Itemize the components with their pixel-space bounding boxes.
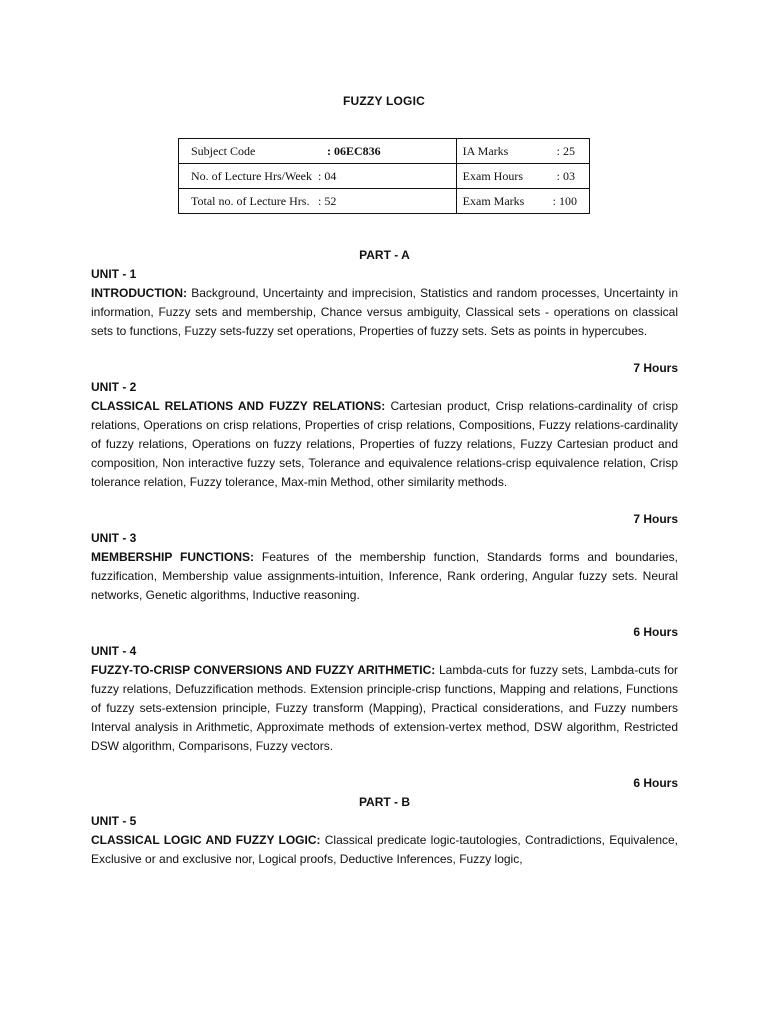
unit-5-heading: CLASSICAL LOGIC AND FUZZY LOGIC: — [91, 833, 321, 847]
unit-4-heading: FUZZY-TO-CRISP CONVERSIONS AND FUZZY ARITHMETIC: — [91, 663, 436, 677]
unit-4-hours: 6 Hours — [633, 776, 678, 790]
subject-info-table — [178, 138, 590, 214]
unit-4-description — [91, 661, 678, 756]
unit-1-text: Background, Uncertainty and imprecision, Statistics and random processes, Uncertainty in information, Fuzzy sets and membership, Chance versus ambiguity, Classical sets - operations on classical sets to functions, Fuzzy sets-fuzzy set operations, Properties of fuzzy sets. Sets as points in hypercubes. — [91, 286, 678, 338]
unit-3-description — [91, 548, 678, 605]
unit-1-description — [91, 284, 678, 341]
exam-hours-cell — [456, 164, 589, 189]
part-b-heading: PART - B — [358, 795, 411, 809]
table-row — [179, 139, 590, 164]
exam-hours-value: : 03 — [556, 168, 576, 183]
subject-code-cell — [179, 139, 457, 164]
syllabus-content — [91, 246, 678, 869]
page-title: FUZZY LOGIC — [343, 94, 425, 108]
exam-marks-value: : 100 — [552, 193, 578, 208]
unit-2-text: Cartesian product, Crisp relations-cardinality of crisp relations, Operations on crisp relations, Properties of crisp relations, Compositions, Fuzzy relations-cardinality of fuzzy relations, Operations on fuzzy relations, Properties of fuzzy relations, Fuzzy Cartesian product and composition, Non interactive fuzzy sets, Tolerance and equivalence relations-crisp equivalence relation, Crisp tolerance relation, Fuzzy tolerance, Max-min Method, other similarity methods. — [91, 399, 678, 489]
unit-1-heading: INTRODUCTION: — [91, 286, 187, 300]
exam-marks-label: Exam Marks — [462, 193, 525, 208]
ia-marks-value: : 25 — [556, 143, 576, 158]
total-lecture-label: Total no. of Lecture Hrs. — [191, 193, 310, 208]
table-row — [179, 189, 590, 214]
exam-hours-label: Exam Hours — [462, 168, 523, 183]
lecture-week-label: No. of Lecture Hrs/Week — [191, 168, 312, 183]
total-lecture-cell — [179, 189, 457, 214]
unit-4-text: Lambda-cuts for fuzzy sets, Lambda-cuts for fuzzy relations, Defuzzification methods. Extension principle-crisp functions, Mapping and relations, Functions of fuzzy sets-extension principle, Fuzzy transform (Mapping), Practical considerations, and Fuzzy numbers Interval analysis in Arithmetic, Approximate methods of extension-vertex method, DSW algorithm, Restricted DSW algorithm, Comparisons, Fuzzy vectors. — [91, 663, 678, 753]
subject-code-value: : 06EC836 — [327, 143, 381, 158]
table-row — [179, 164, 590, 189]
lecture-week-value: : 04 — [318, 168, 337, 183]
part-a-heading: PART - A — [359, 248, 410, 262]
exam-marks-cell — [456, 189, 589, 214]
unit-3-label: UNIT - 3 — [91, 531, 137, 545]
unit-3-heading: MEMBERSHIP FUNCTIONS: — [91, 550, 255, 564]
ia-marks-cell — [456, 139, 589, 164]
total-lecture-value: : 52 — [318, 193, 337, 208]
unit-3-text: Features of the membership function, Standards forms and boundaries, fuzzification, Membership value assignments-intuition, Inference, Rank ordering, Angular fuzzy sets. Neural networks, Genetic algorithms, Inductive reasoning. — [91, 550, 679, 602]
unit-1-hours: 7 Hours — [633, 361, 678, 375]
subject-code-label: Subject Code — [191, 143, 256, 158]
unit-5-label: UNIT - 5 — [91, 814, 137, 828]
unit-2-hours: 7 Hours — [633, 512, 678, 526]
lecture-week-cell — [179, 164, 457, 189]
ia-marks-label: IA Marks — [462, 143, 509, 158]
unit-2-label: UNIT - 2 — [91, 380, 137, 394]
unit-5-description — [91, 831, 678, 869]
unit-5-text: Classical predicate logic-tautologies, Contradictions, Equivalence, Exclusive or and exclusive nor, Logical proofs, Deductive Inferences, Fuzzy logic, — [91, 833, 678, 866]
unit-4-label: UNIT - 4 — [91, 644, 137, 658]
unit-3-hours: 6 Hours — [633, 625, 678, 639]
unit-2-heading: CLASSICAL RELATIONS AND FUZZY RELATIONS: — [91, 399, 386, 413]
unit-1-label: UNIT - 1 — [91, 267, 137, 281]
unit-2-description — [91, 397, 678, 492]
